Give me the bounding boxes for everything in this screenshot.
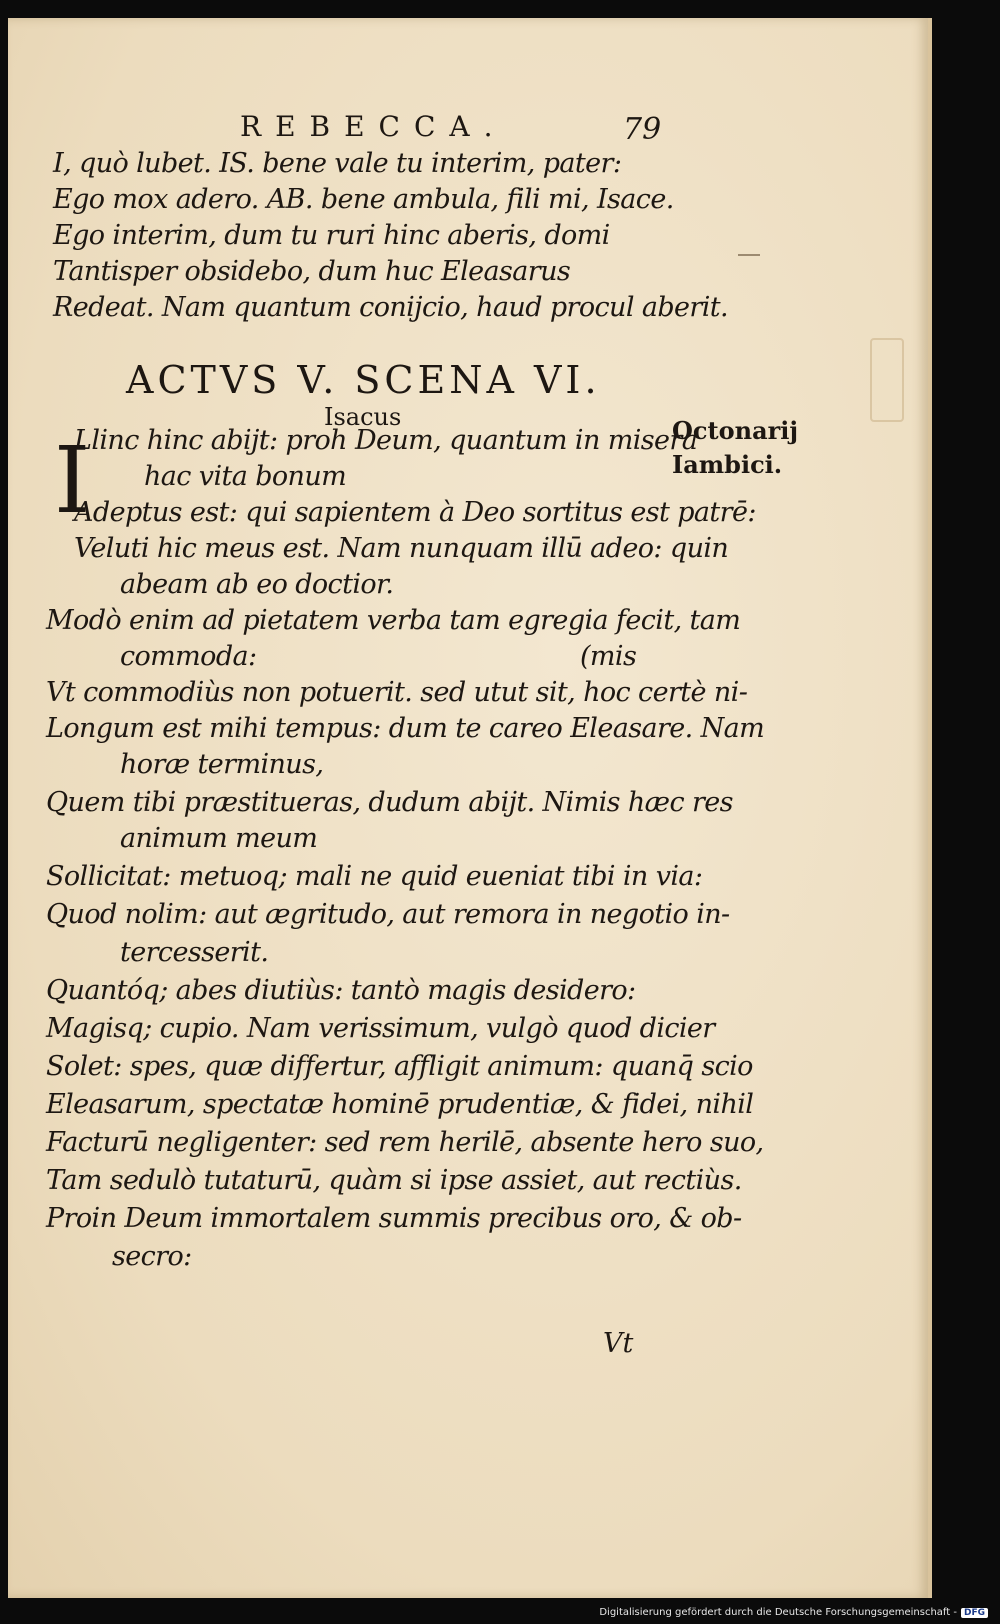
text-line: Redeat. Nam quantum conijcio, haud procul aberit. [53,292,728,323]
text-line: Quantóq; abes diutiùs: tantò magis desidero: [46,975,636,1006]
margin-note-line-1: Octonarij [672,416,799,445]
book-page [8,18,932,1598]
text-line: Facturū negligenter: sed rem herilē, absente hero suo, [46,1127,764,1158]
text-line: Adeptus est: qui sapientem à Deo sortitus est patrē: [74,497,756,528]
page-header [8,110,928,150]
text-line: Modò enim ad pietatem verba tam egregia fecit, tam [46,605,741,636]
text-line: Solet: spes, quæ differtur, affligit animum: quanq̄ scio [46,1051,753,1082]
text-line: I, quò lubet. IS. bene vale tu interim, pater: [53,148,622,179]
text-line: Magisq; cupio. Nam verissimum, vulgò quod dicier [46,1013,715,1044]
text-line: Eleasarum, spectatæ hominē prudentiæ, & fidei, nihil [46,1089,754,1120]
text-line: Proin Deum immortalem summis precibus oro, & ob- [46,1203,742,1234]
text-line: Quem tibi præstitueras, dudum abijt. Nimis hæc res [46,787,733,818]
text-line: animum meum [120,823,318,854]
text-line: Llinc hinc abijt: proh Deum, quantum in misera [74,425,698,456]
drop-cap: I [54,427,91,534]
digitization-footer [599,1607,988,1618]
text-line: Ego mox adero. AB. bene ambula, fili mi, Isace. [53,184,674,215]
text-line: hac vita bonum [144,461,347,492]
speaker-name: Isacus [324,403,402,431]
act-title: ACTVS V. SCENA VI. [126,358,601,402]
catchword: Vt [603,1328,634,1359]
dfg-logo-icon: DFG [961,1608,988,1618]
text-line: Veluti hic meus est. Nam nunquam illū adeo: quin [74,533,729,564]
text-line: tercesserit. [120,937,269,968]
text-line: (mis [580,641,637,672]
text-line: Tam sedulò tutaturū, quàm si ipse assiet, aut rectiùs. [46,1165,742,1196]
running-head: REBECCA. [240,110,507,143]
page-number: 79 [623,112,662,147]
text-line: Longum est mihi tempus: dum te careo Eleasare. Nam [46,713,765,744]
text-line: Tantisper obsidebo, dum huc Eleasarus [53,256,571,287]
text-line: Ego interim, dum tu ruri hinc aberis, domi [53,220,610,251]
text-line: Sollicitat: metuoq; mali ne quid eueniat tibi in via: [46,861,703,892]
text-line: Quod nolim: aut ægritudo, aut remora in negotio in- [46,899,730,930]
page-stain [870,338,904,422]
text-line: abeam ab eo doctior. [120,569,394,600]
footer-text: Digitalisierung gefördert durch die Deutsche Forschungsgemeinschaft - [599,1607,957,1618]
text-line: Vt commodiùs non potuerit. sed utut sit, hoc certè ni- [46,677,748,708]
text-line: horæ terminus, [120,749,324,780]
text-line: secro: [112,1241,192,1272]
margin-note-line-2: Iambici. [672,450,783,479]
margin-mark [738,254,760,256]
text-line: commoda: [120,641,257,672]
